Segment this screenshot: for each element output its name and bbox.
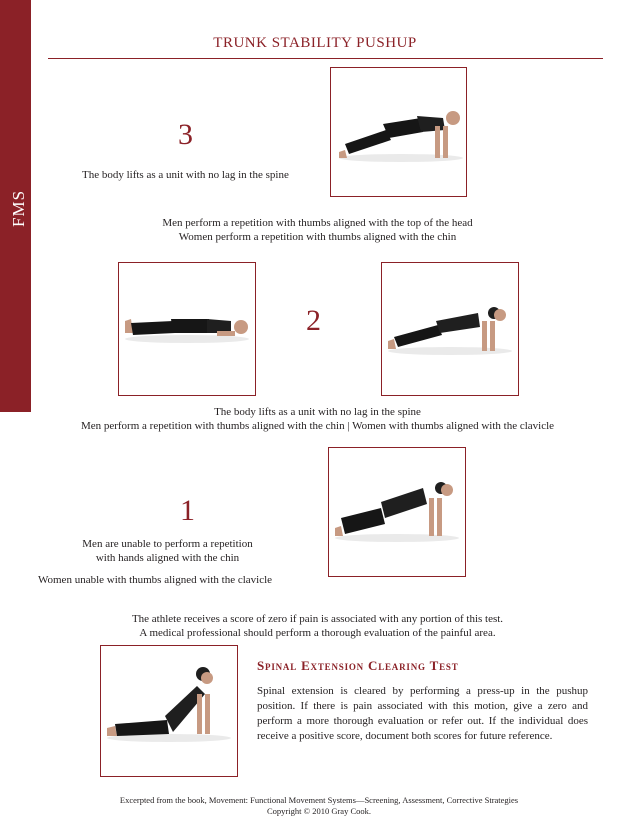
side-tab-label: FMS — [9, 189, 28, 227]
score-3-number: 3 — [178, 118, 193, 151]
title-divider — [48, 58, 603, 59]
pushup-image-3 — [331, 68, 466, 196]
score-3-caption: The body lifts as a unit with no lag in the spine — [82, 169, 289, 181]
pushup-image-1 — [329, 448, 465, 576]
footer-excerpt: Excerpted from the book, Movement: Functional Movement Systems—Screening, Assessment, Corrective Strategies — [119, 795, 519, 805]
score-2-number: 2 — [306, 304, 321, 337]
score-3-men-criteria: Men perform a repetition with thumbs aligned with the top of the head — [162, 217, 473, 229]
page-title: TRUNK STABILITY PUSHUP — [213, 35, 417, 51]
score-1-photo — [328, 447, 466, 577]
score-2-photo-men — [118, 262, 256, 396]
score-3-women-criteria: Women perform a repetition with thumbs aligned with the chin — [178, 231, 457, 243]
score-2-photo-women — [381, 262, 519, 396]
spinal-extension-title: Spinal Extension Clearing Test — [257, 658, 459, 673]
score-1-men-line1: Men are unable to perform a repetition — [82, 538, 253, 550]
score-1-number: 1 — [180, 494, 195, 527]
score-2-caption: The body lifts as a unit with no lag in the spine — [214, 406, 421, 418]
pushup-image-2-men — [119, 263, 255, 395]
spinal-extension-body: Spinal extension is cleared by performing a press-up in the pushup position. If there is pain associated with this motion, give a zero and perform a more thorough evaluation or refer out. If the individual does receive a positive score, document both scores for future reference. — [257, 685, 588, 742]
footer-copyright: Copyright © 2010 Gray Cook. — [267, 806, 371, 816]
score-1-men-line2: with hands aligned with the chin — [95, 552, 240, 564]
score-3-photo — [330, 67, 467, 197]
score-2-criteria: Men perform a repetition with thumbs aligned with the chin | Women with thumbs aligned with the clavicle — [80, 420, 555, 432]
score-1-women-criteria: Women unable with thumbs aligned with the clavicle — [38, 574, 273, 586]
zero-score-note-line2: A medical professional should perform a thorough evaluation of the painful area. — [139, 627, 496, 639]
pushup-image-2-women — [382, 263, 518, 395]
zero-score-note-line1: The athlete receives a score of zero if pain is associated with any portion of this test. — [131, 613, 504, 625]
press-up-image — [101, 646, 237, 776]
spinal-extension-photo — [100, 645, 238, 777]
footer — [40, 795, 598, 817]
